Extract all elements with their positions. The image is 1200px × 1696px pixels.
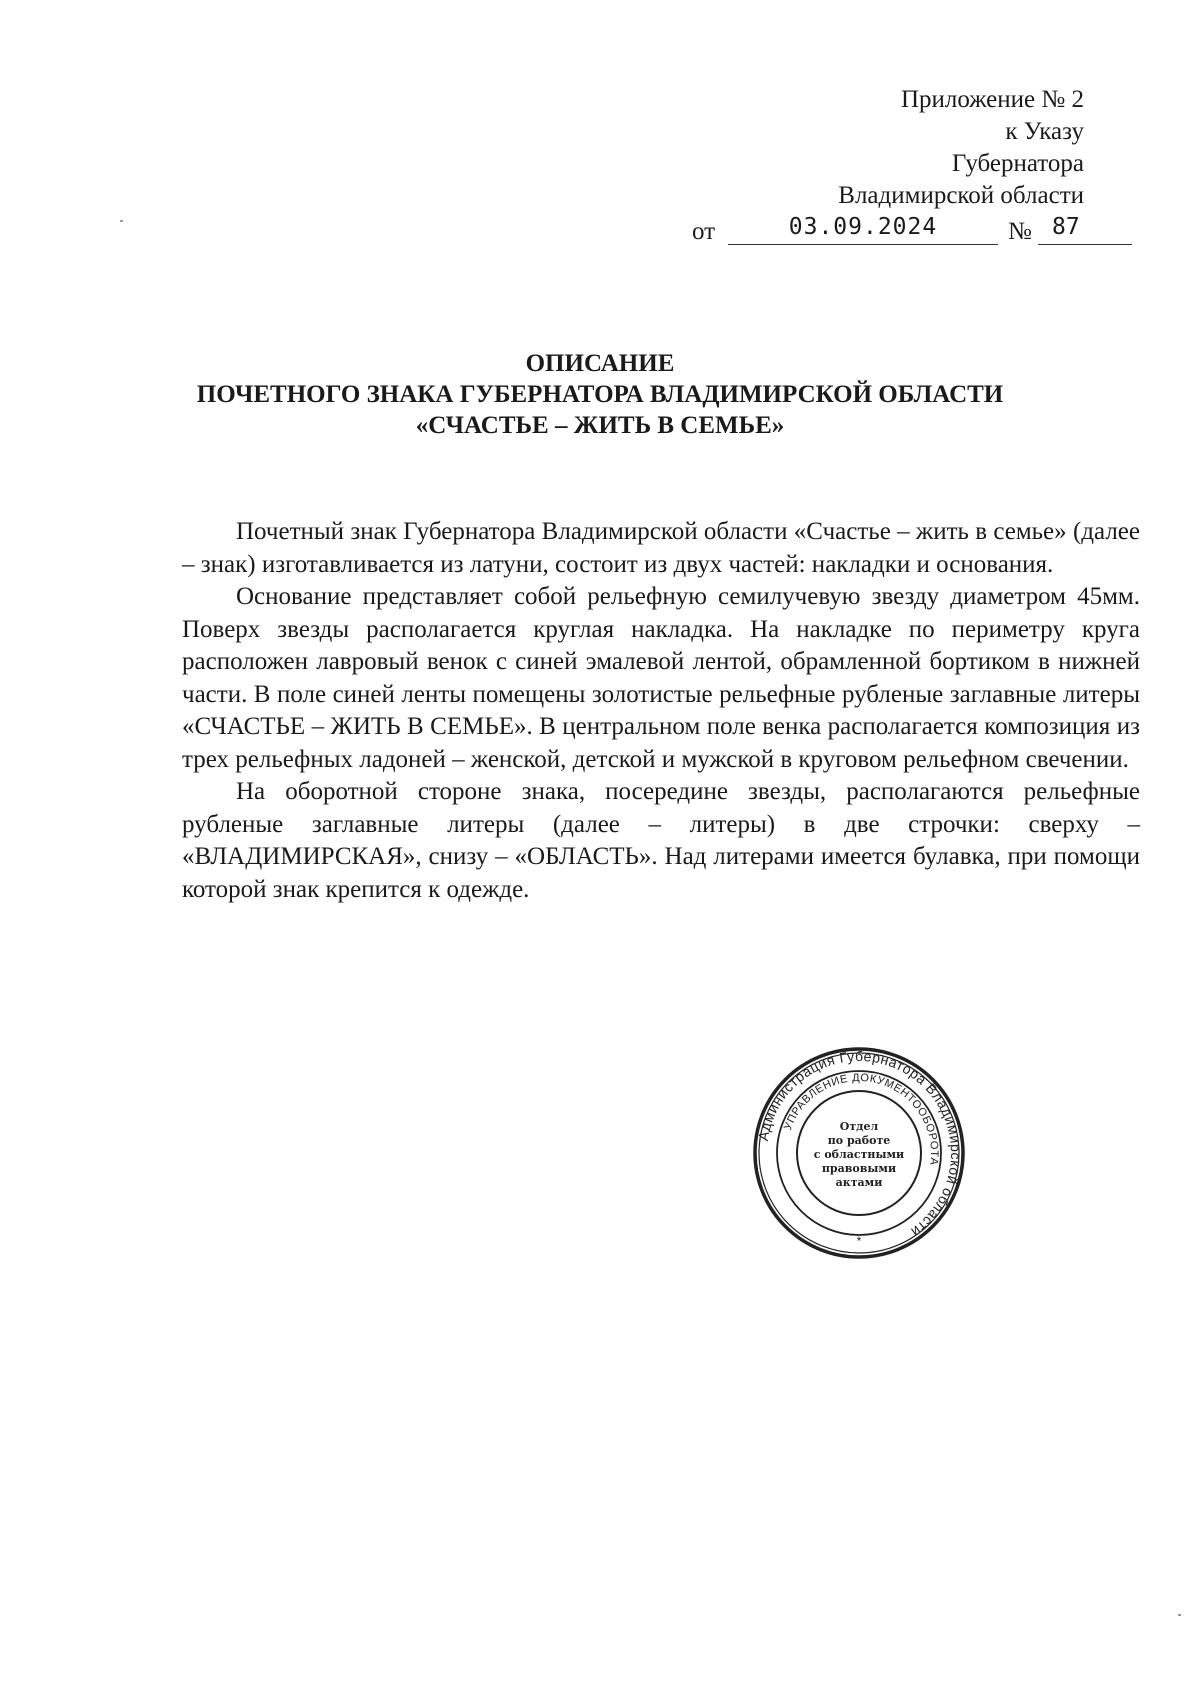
seal-center-line-1: Отдел: [839, 1120, 879, 1133]
appendix-header: [838, 84, 1084, 212]
document-body: [182, 516, 1140, 906]
paragraph-2: Основание представляет собой рельефную семилучевую звезду диаметром 45мм. Поверх звезды располагается круглая накладка. На накладке по периметру круга расположен лавровый венок с синей эмалевой лентой, обрамленной бортиком в нижней части. В поле синей ленты помещены золотистые рельефные рубленые заглавные литеры «СЧАСТЬЕ – ЖИТЬ В СЕМЬЕ». В центральном поле венка располагается композиция из трех рельефных ладоней – женской, детской и мужской в круговом рельефном свечении.: [182, 583, 1140, 773]
appendix-region: Владимирской области: [838, 182, 1084, 209]
decree-date-line: [692, 214, 1132, 250]
decree-date: 03.09.2024: [728, 214, 998, 245]
seal-star-icon: *: [856, 1234, 862, 1248]
seal-center-line-3: с областными: [813, 1148, 905, 1161]
document-title: [120, 348, 1080, 441]
scan-speck: [120, 220, 123, 222]
paragraph-3: На оборотной стороне знака, посередине звезды, располагаются рельефные рубленые заглавные литеры (далее – литеры) в две строчки: сверху – «ВЛАДИМИРСКАЯ», снизу – «ОБЛАСТЬ». Над литерами имеется булавка, при помощи которой знак крепится к одежде.: [182, 778, 1140, 903]
title-line-3: «СЧАСТЬЕ – ЖИТЬ В СЕМЬЕ»: [415, 412, 785, 439]
seal-center-line-5: актами: [835, 1176, 883, 1189]
paragraph-1: Почетный знак Губернатора Владимирской области «Счастье – жить в семье» (далее – знак) изготавливается из латуни, состоит из двух частей: накладки и основания.: [182, 518, 1140, 578]
title-line-1: ОПИСАНИЕ: [525, 350, 675, 377]
date-prefix: от: [692, 218, 716, 245]
appendix-authority: Губернатора: [951, 150, 1084, 177]
seal-outer-text: Администрация Губернатора Владимирской области: [754, 1047, 965, 1241]
seal-graphic: [752, 1046, 966, 1260]
official-seal: [752, 1046, 966, 1260]
appendix-to-decree: к Указу: [1005, 118, 1084, 145]
seal-center-line-4: правовыми: [821, 1162, 897, 1175]
decree-number: 87: [1038, 214, 1132, 245]
seal-center-line-2: по работе: [827, 1134, 891, 1147]
scan-speck: [1178, 1614, 1181, 1616]
seal-middle-text: УПРАВЛЕНИЕ ДОКУМЕНТООБОРОТА: [782, 1071, 941, 1167]
number-sign: №: [1008, 218, 1032, 245]
appendix-number: Приложение № 2: [900, 86, 1084, 113]
title-line-2: ПОЧЕТНОГО ЗНАКА ГУБЕРНАТОРА ВЛАДИМИРСКОЙ ОБЛАСТИ: [196, 381, 1004, 408]
